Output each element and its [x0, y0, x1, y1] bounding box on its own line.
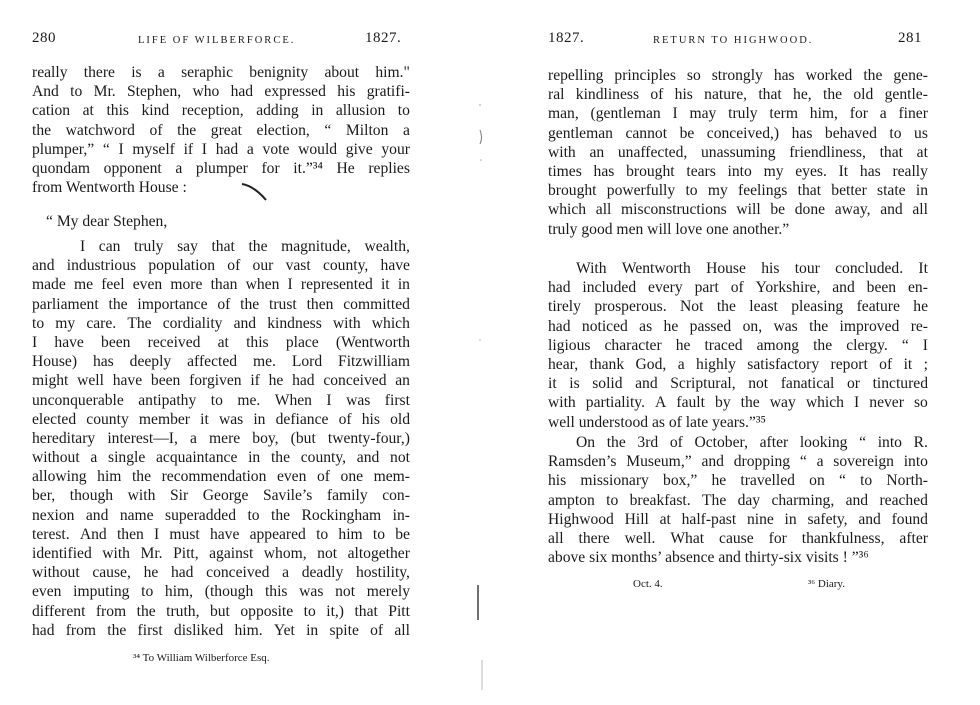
text-line: really there is a seraphic benignity about him." — [32, 64, 410, 81]
text-line: without cause, he had conceived a deadly hostility, — [32, 564, 410, 582]
text-line: repelling principles so strongly has worked the gene- — [548, 67, 928, 84]
page-number: 280 — [32, 30, 56, 46]
letter-body — [32, 237, 410, 640]
text-line: On the 3rd of October, after looking “ into R. — [576, 434, 928, 451]
text-line: man, (gentleman I may truly term him, for a finer — [548, 105, 928, 123]
text-line: allowing him the recommendation even of one mem- — [32, 468, 410, 486]
text-line: had from the first disliked him. Yet in spite of all — [32, 621, 410, 639]
text-line: Highwood Hill at half-past nine in safety, and found — [548, 510, 928, 528]
text-line: the watchword of the great election, “ Milton a — [32, 121, 410, 139]
footnote: ³⁴ To William Wilberforce Esq. — [133, 652, 270, 664]
text-line: I have been received at this place (Wentworth — [32, 333, 410, 351]
text-line: elected county member it was in defiance of his old — [32, 410, 410, 428]
text-line: with partiality. A fault by the way which I never so — [548, 394, 928, 412]
text-line: times has brought tears into my eyes. It has really — [548, 162, 928, 180]
text-line: might well have been forgiven if he had conceived an — [32, 372, 410, 390]
left-paragraph — [32, 63, 410, 197]
text-line: with an unaffected, unassuming friendliness, that at — [548, 143, 928, 161]
running-title: LIFE OF WILBERFORCE. — [138, 35, 296, 46]
text-line: ral kindliness of his nature, that he, the old gentle- — [548, 86, 928, 104]
left-page — [0, 0, 470, 705]
text-line: ligious character he traced among the clergy. “ I — [548, 336, 928, 354]
text-line: tirely prosperous. Not the least pleasing feature he — [548, 298, 928, 316]
text-line: identified with Mr. Pitt, against whom, not altogether — [32, 545, 410, 562]
text-line: quondam opponent a plumper for it.”³⁴ He replies — [32, 159, 410, 177]
text-line: different from the truth, but opposite to it,) that Pitt — [32, 602, 410, 620]
text-line: his missionary box,” he travelled on “ to North- — [548, 472, 928, 490]
right-page — [490, 0, 980, 705]
text-line: ampton to breakfast. The day charming, and reached — [548, 491, 928, 509]
text-line: cation at this kind reception, adding in allusion to — [32, 102, 410, 120]
text-line: hear, thank God, a highly satisfactory report of it ; — [548, 355, 928, 373]
text-line: Ramsden’s Museum,” and dropping “ a sovereign into — [548, 453, 928, 471]
running-year: 1827. — [548, 30, 585, 46]
running-year: 1827. — [365, 30, 402, 46]
text-line: I can truly say that the magnitude, wealth, — [80, 238, 410, 255]
text-line: well understood as of late years.”³⁵ — [548, 413, 766, 431]
text-line: from Wentworth House : — [32, 179, 187, 197]
text-line: all there well. What cause for thankfulness, after — [548, 529, 928, 547]
letter-salutation — [46, 212, 410, 231]
text-line: gentleman cannot be conceived,) has behaved to us — [548, 124, 928, 142]
running-title: RETURN TO HIGHWOOD. — [653, 35, 814, 46]
text-line: plumper,” “ I myself if I had a vote would give your — [32, 140, 410, 158]
text-line: had included every part of Yorkshire, and been en- — [548, 279, 928, 297]
pen-stroke-mark — [240, 180, 270, 204]
salutation: “ My dear Stephen, — [46, 213, 168, 230]
text-line: ber, though with Sir George Savile’s family con- — [32, 487, 410, 505]
text-line: hereditary interest—I, a mere boy, (but twenty-four,) — [32, 429, 410, 447]
page-number: 281 — [898, 30, 922, 46]
text-line: brought powerfully to my feelings that better state in — [548, 182, 928, 200]
text-line: With Wentworth House his tour concluded. It — [576, 260, 928, 277]
paragraph-3 — [548, 433, 928, 567]
paragraph-2 — [548, 259, 928, 432]
paragraph-1 — [548, 66, 928, 239]
text-line: above six months’ absence and thirty-six visits ! ”³⁶ — [548, 549, 869, 567]
text-line: had noticed as he passed on, was the improved re- — [548, 317, 928, 335]
text-line: unconquerable antipathy to me. When I was first — [32, 391, 410, 409]
footnote: ³⁶ Diary. — [808, 578, 845, 590]
footnote-date: Oct. 4. — [633, 578, 663, 590]
text-line: even imputing to him, (though this was not merely — [32, 583, 410, 601]
text-line: And to Mr. Stephen, who had expressed his gratifi- — [32, 83, 410, 101]
text-line: it is solid and Scriptural, not fanatical or tinctured — [548, 375, 928, 393]
text-line: made me feel even more than when I represented it in — [32, 276, 410, 294]
text-line: parliament the importance of the trust then committed — [32, 295, 410, 313]
text-line: truly good men will love one another.” — [548, 220, 790, 238]
gutter-marks — [470, 100, 490, 700]
text-line: which all misconstructions will be done away, and all — [548, 201, 928, 219]
text-line: nexion and name superadded to the Rockingham in- — [32, 506, 410, 524]
text-line: without a single acquaintance in the county, and not — [32, 449, 410, 467]
text-line: and industrious population of our vast county, have — [32, 257, 410, 275]
text-line: terest. And then I must have appeared to him to be — [32, 525, 410, 543]
text-line: House) has deeply affected me. Lord Fitzwilliam — [32, 353, 410, 371]
text-line: to my care. The cordiality and kindness with which — [32, 314, 410, 332]
